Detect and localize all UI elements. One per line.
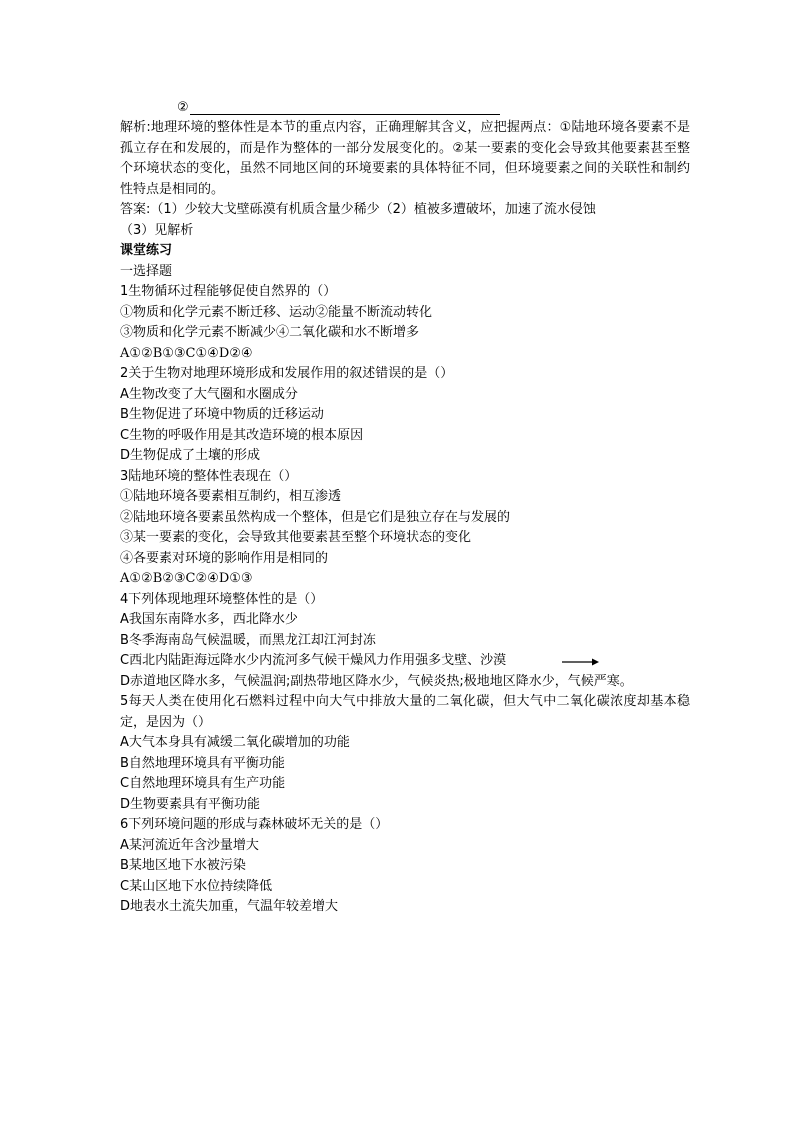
question-2-option-a: A生物改变了大气圈和水圈成分 (120, 386, 298, 402)
question-4-option-c: C西北内陆距海远降水少内流河多气候干燥风力作用强多戈壁、沙漠 (120, 653, 507, 668)
fill-blank-row (120, 98, 690, 118)
question-6-option-b: B某地区地下水被污染 (120, 858, 246, 873)
question-5-option-d: D生物要素具有平衡功能 (120, 796, 261, 812)
question-3-statement: ④各要素对环境的影响作用是相同的 (120, 550, 329, 566)
section-title: 课堂练习 (120, 243, 173, 258)
question-4-option-d: D赤道地区降水多，气候温润;副热带地区降水少，气候炎热;极地地区降水少，气候严寒。 (120, 673, 633, 689)
question-1-option: ①物质和化学元素不断迁移、运动②能量不断流动转化 (120, 304, 433, 320)
question-6-option-c: C某山区地下水位持续降低 (120, 878, 273, 894)
question-5-stem: 5每天人类在使用化石燃料过程中向大气中排放大量的二氧化碳，但大气中二氧化碳浓度却基本稳定，是因为（） (120, 694, 690, 730)
answer-blank-underline (190, 114, 500, 115)
question-6-stem: 6下列环境问题的形成与森林破坏无关的是（） (120, 817, 389, 832)
question-4-option-b: B冬季海南岛气候温暖，而黑龙江却江河封冻 (120, 632, 376, 648)
question-1-choices: A①②B①③C①④D②④ (120, 345, 253, 361)
question-2-option-d: D生物促成了土壤的形成 (120, 448, 261, 463)
question-4-option-a: A我国东南降水多，西北降水少 (120, 612, 298, 627)
question-2-option-c: C生物的呼吸作用是其改造环境的根本原因 (120, 427, 364, 443)
question-4-stem: 4下列体现地理环境整体性的是（） (120, 591, 324, 607)
arrow-right-icon (560, 651, 600, 671)
question-6-option-a: A某河流近年含沙量增大 (120, 837, 259, 853)
question-4-option-c-row (120, 651, 690, 672)
question-2-option-b: B生物促进了环境中物质的迁移运动 (120, 407, 324, 422)
question-5-option-c: C自然地理环境具有生产功能 (120, 776, 286, 791)
analysis-paragraph: 解析:地理环境的整体性是本节的重点内容，正确理解其含义，应把握两点：①陆地环境各要素不是孤立存在和发展的，而是作为整体的一部分发展变化的。②某一要素的变化会导致其他要素甚至整个环境状态的变化，虽然不同地区间的环境要素的具体特征不同，但环境要素之间的关联性和制约性特点是相同的。 (120, 120, 690, 197)
subsection-title: 一选择题 (120, 263, 173, 279)
question-6-option-d: D地表水土流失加重，气温年较差增大 (120, 899, 339, 914)
question-3-stem: 3陆地环境的整体性表现在（） (120, 468, 298, 484)
question-3-statement: ①陆地环境各要素相互制约，相互渗透 (120, 489, 342, 504)
answer-line-2: （3）见解析 (120, 222, 194, 238)
blank-number: ② (177, 100, 189, 115)
question-5-option-a: A大气本身具有减缓二氧化碳增加的功能 (120, 735, 350, 750)
answer-line-1: 答案:（1）少较大戈壁砾漠有机质含量少稀少（2）植被多遭破坏，加速了流水侵蚀 (120, 202, 596, 217)
question-3-choices: A①②B②③C②④D①③ (120, 571, 253, 586)
question-1-option: ③物质和化学元素不断减少④二氧化碳和水不断增多 (120, 325, 420, 340)
document-page (120, 98, 690, 918)
question-5-option-b: B自然地理环境具有平衡功能 (120, 755, 285, 771)
question-2-stem: 2关于生物对地理环境形成和发展作用的叙述错误的是（） (120, 366, 454, 381)
question-3-statement: ②陆地环境各要素虽然构成一个整体，但是它们是独立存在与发展的 (120, 509, 511, 525)
question-3-statement: ③某一要素的变化，会导致其他要素甚至整个环境状态的变化 (120, 530, 472, 545)
question-1-stem: 1生物循环过程能够促使自然界的（） (120, 284, 337, 299)
